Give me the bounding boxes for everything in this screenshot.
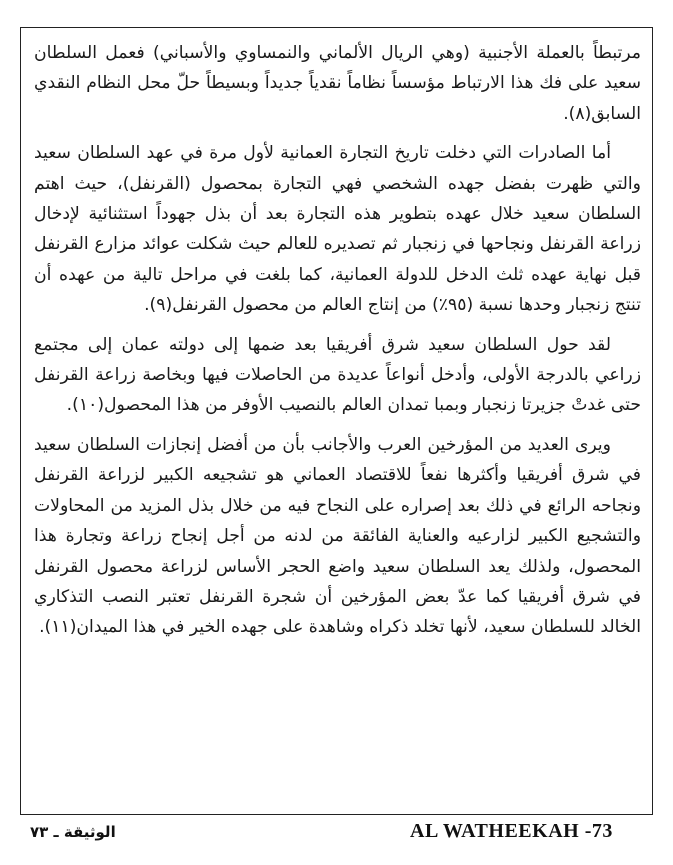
footer-journal-ar: الوثيقة ـ ٧٣ (30, 823, 116, 841)
paragraph: أما الصادرات التي دخلت تاريخ التجارة العمانية لأول مرة في عهد السلطان سعيد والتي ظهرت بفضل جهده الشخصي فهي التجارة بمحصول (القرنفل)، حيث اهتم السلطان سعيد خلال عهده بتطوير هذه التجارة بعد أن بذل جهوداً استثنائية لإدخال زراعة القرنفل ونجاحها في زنجبار ثم تصديره للعالم حيث شكلت عوائد مزارع القرنفل قبل نهاية عهده ثلث الدخل للدولة العمانية، كما بلغت في مراحل تالية من عهده أن تنتج زنجبار وحدها نسبة (٩٥٪) من إنتاج العالم من محصول القرنفل(٩). (34, 143, 641, 316)
paragraph: لقد حول السلطان سعيد شرق أفريقيا بعد ضمها إلى دولته عمان إلى مجتمع زراعي بالدرجة الأولى، وأدخل أنواعاً عديدة من الحاصلات فيها وبخاصة زراعة القرنفل حتى غدتْ جزيرتا زنجبار وبمبا تمدان العالم بالنصيب الأوفر من هذا المحصول(١٠). (34, 334, 641, 416)
paragraph: ويرى العديد من المؤرخين العرب والأجانب بأن من أفضل إنجازات السلطان سعيد في شرق أفريقيا وأكثرها نفعاً للاقتصاد العماني هو تشجيعه الكبير لزراعة القرنفل ونجاحه الرائع في ذلك بعد إصراره على النجاح فيه من خلال بذل المزيد من المحاولات والتشجيع الكبير لزارعيه والعناية الفائقة من لدنه من أجل إنجاح زراعة وتجارة هذا المحصول، ولذلك يعد السلطان سعيد واضع الحجر الأساس لزراعة محصول القرنفل في شرق أفريقيا كما عدّ بعض المؤرخين أن شجرة القرنفل تعتبر النصب التذكاري الخالد للسلطان سعيد، لأنها تخلد ذكراه وشاهدة على جهده الخير في هذا الميدان(١١). (34, 434, 641, 638)
paragraph: مرتبطاً بالعملة الأجنبية (وهي الريال الألماني والنمساوي والأسباني) فعمل السلطان سعيد على فك هذا الارتباط مؤسساً نظاماً نقدياً جديداً وبسيطاً حلّ محل النظام النقدي السابق(٨). (34, 43, 641, 124)
footer-journal-en: AL WATHEEKAH -73 (410, 820, 613, 842)
article-body (34, 38, 641, 643)
